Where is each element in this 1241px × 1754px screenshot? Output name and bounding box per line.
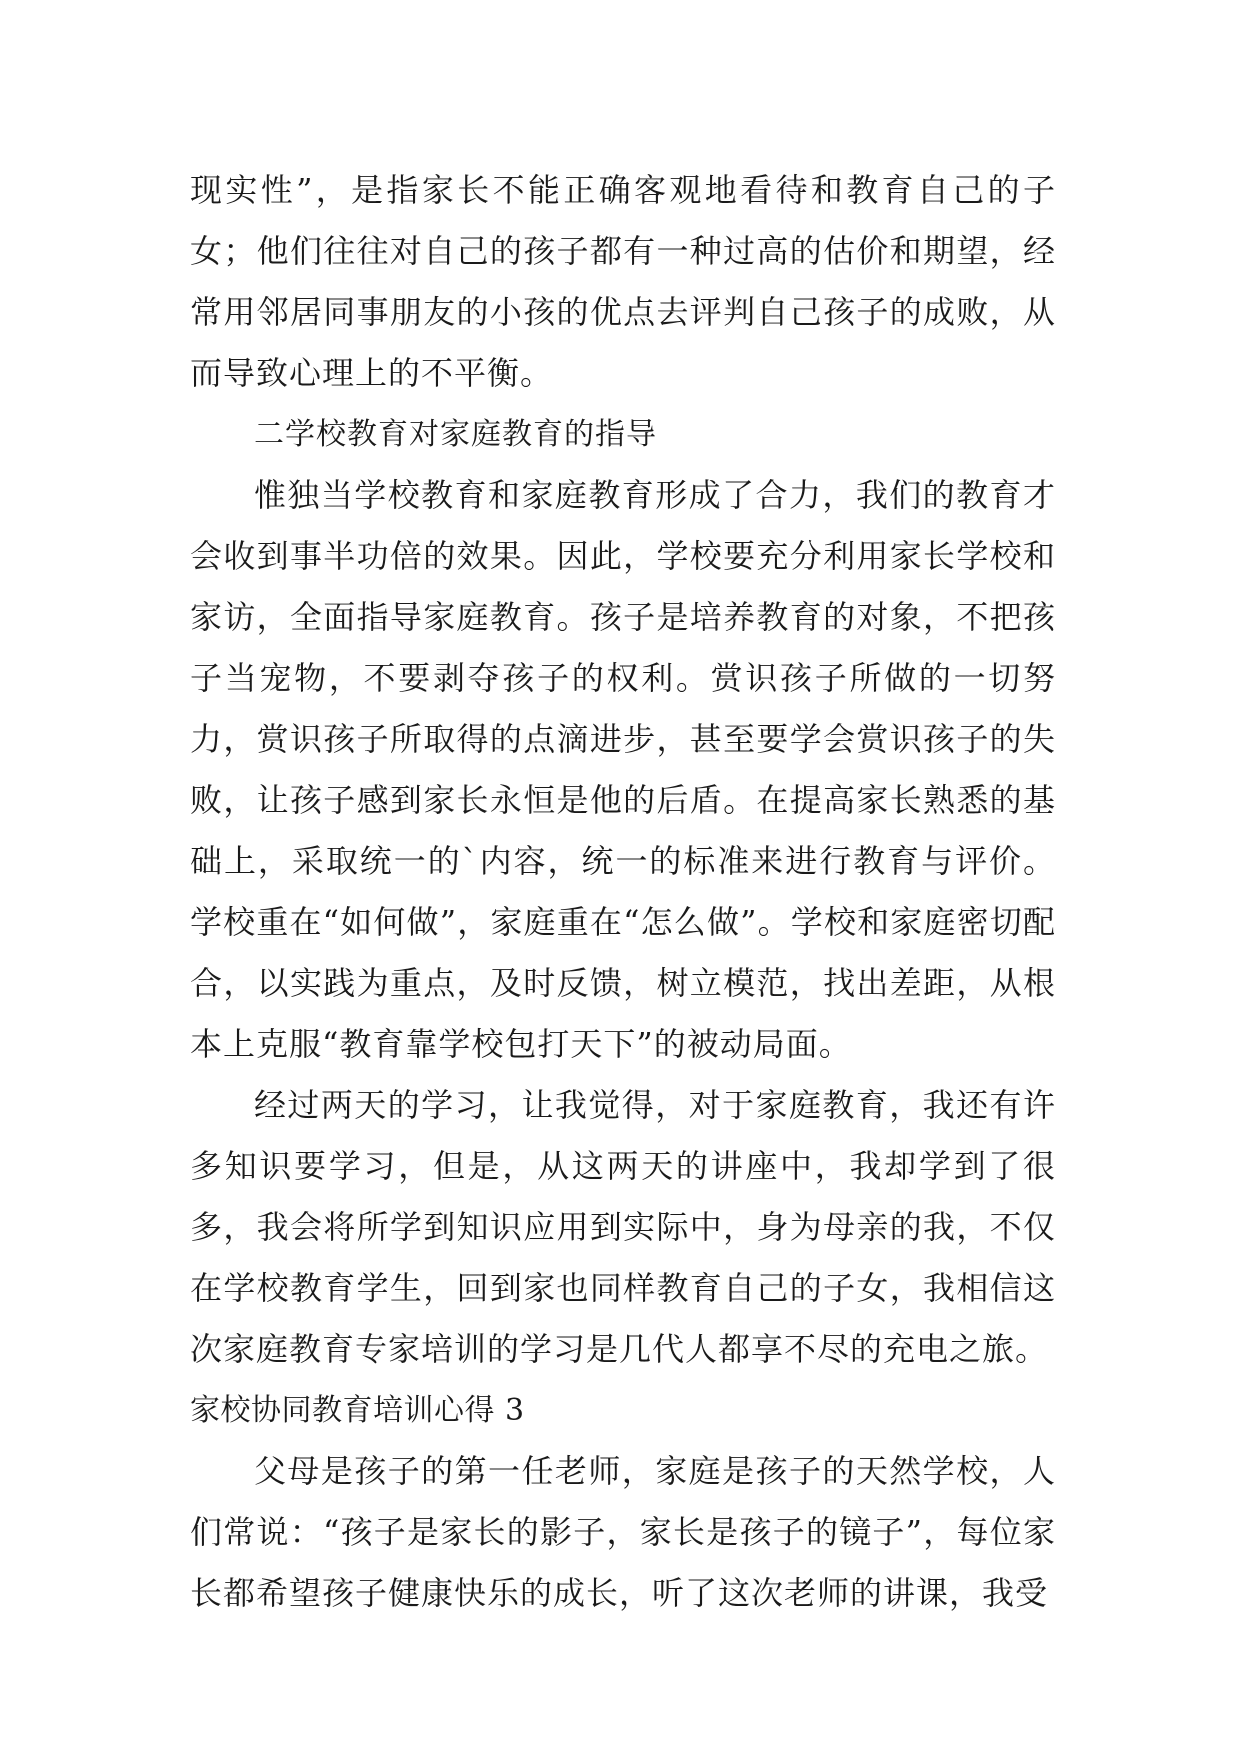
document-page [190, 160, 1056, 1624]
section-title: 家校协同教育培训心得 3 [190, 1393, 525, 1428]
subheading: 二学校教育对家庭教育的指导 [254, 417, 657, 452]
paragraph: 惟独当学校教育和家庭教育形成了合力，我们的教育才会收到事半功倍的效果。因此，学校要充分利用家长学校和家访，全面指导家庭教育。孩子是培养教育的对象，不把孩子当宠物，不要剥夺孩子的权利。赏识孩子所做的一切努力，赏识孩子所取得的点滴进步，甚至要学会赏识孩子的失败，让孩子感到家长永恒是他的后盾。在提高家长熟悉的基础上，采取统一的`内容，统一的标准来进行教育与评价。学校重在“如何做”，家庭重在“怎么做”。学校和家庭密切配合，以实践为重点，及时反馈，树立模范，找出差距，从根本上克服“教育靠学校包打天下”的被动局面。 [190, 476, 1056, 1063]
paragraph: 经过两天的学习，让我觉得，对于家庭教育，我还有许多知识要学习，但是，从这两天的讲座中，我却学到了很多，我会将所学到知识应用到实际中，身为母亲的我，不仅在学校教育学生，回到家也同样教育自己的子女，我相信这次家庭教育专家培训的学习是几代人都享不尽的充电之旅。 [190, 1086, 1056, 1368]
paragraph-continued: 现实性”，是指家长不能正确客观地看待和教育自己的子女；他们往往对自己的孩子都有一种过高的估价和期望，经常用邻居同事朋友的小孩的优点去评判自己孩子的成败，从而导致心理上的不平衡。 [190, 171, 1056, 392]
paragraph: 父母是孩子的第一任老师，家庭是孩子的天然学校，人们常说：“孩子是家长的影子，家长是孩子的镜子”，每位家长都希望孩子健康快乐的成长，听了这次老师的讲课，我受 [190, 1452, 1056, 1612]
